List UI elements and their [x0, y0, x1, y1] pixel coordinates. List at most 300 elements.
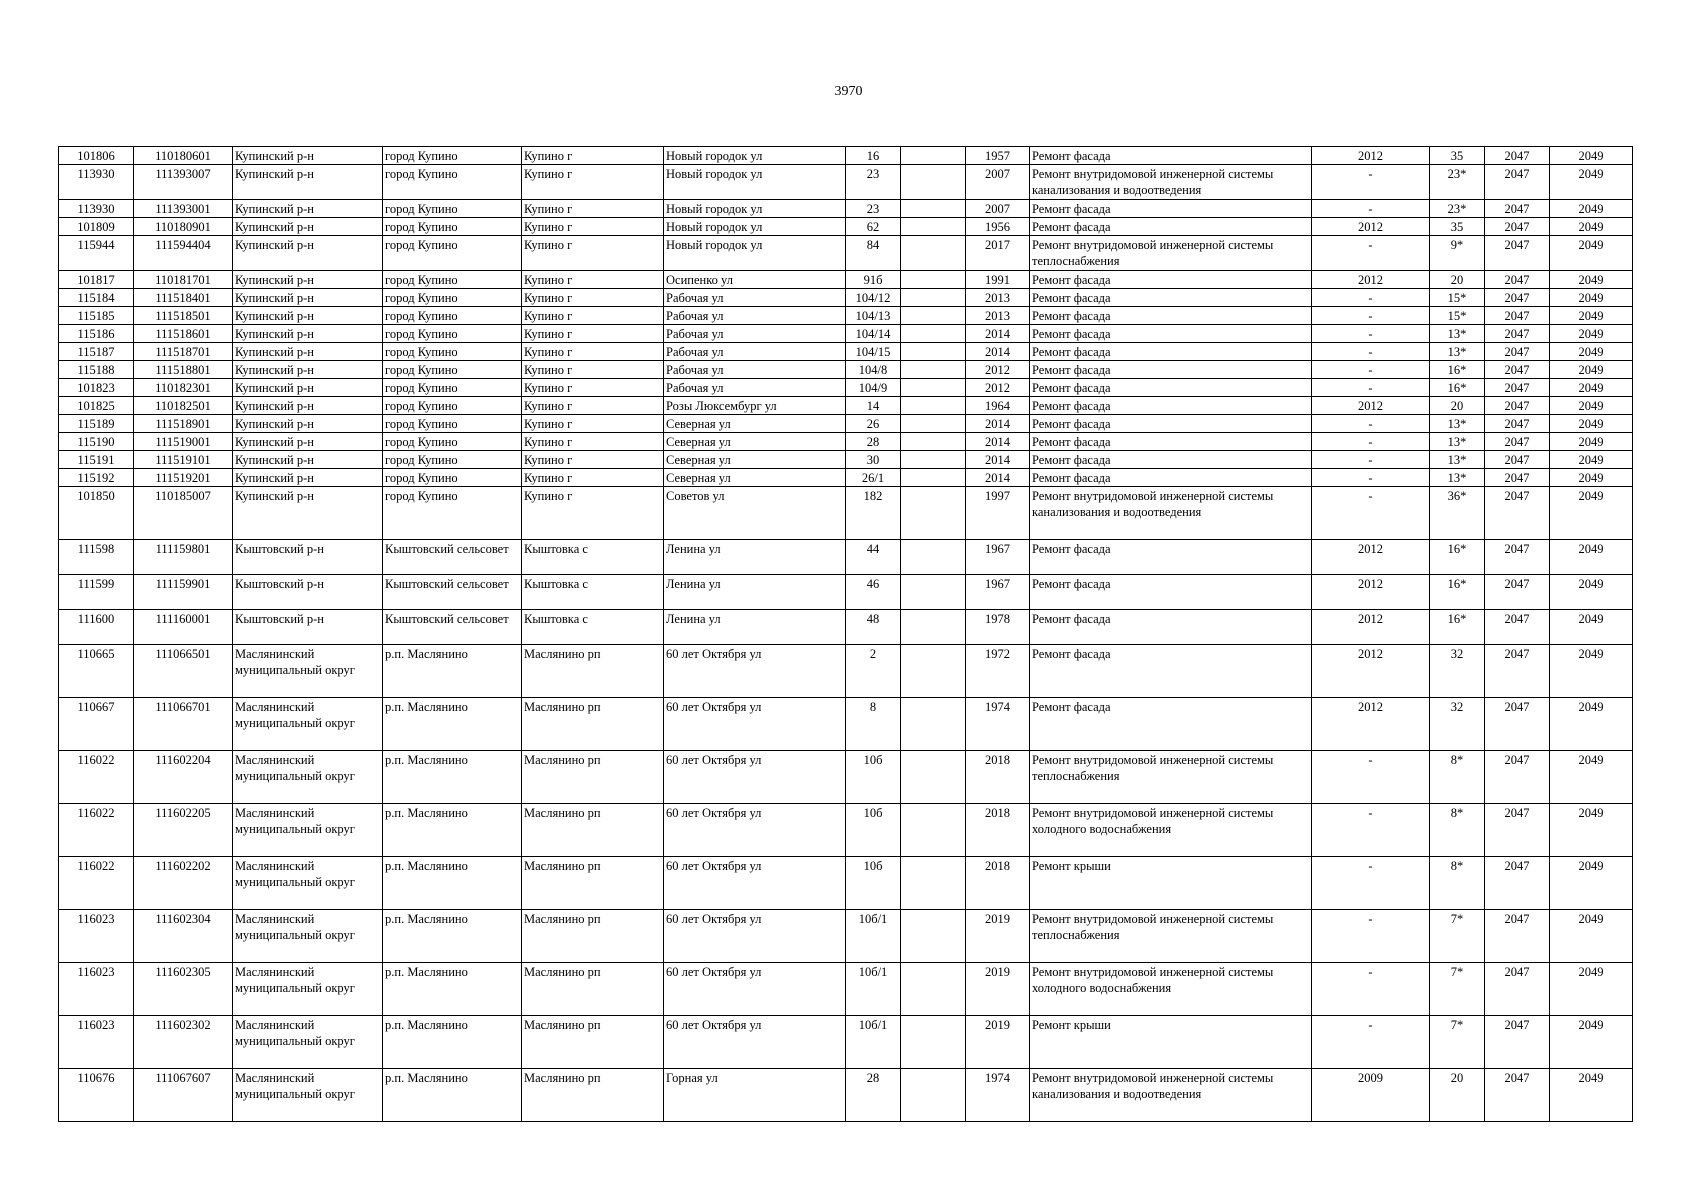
work-code-cell: 111602205 — [134, 804, 233, 857]
previous-repair-year-cell: 2012 — [1312, 397, 1430, 415]
work-code-cell: 110182501 — [134, 397, 233, 415]
table-row — [59, 325, 1633, 343]
object-id-cell: 111600 — [59, 610, 134, 645]
end-year-cell: 2049 — [1550, 343, 1633, 361]
municipality-cell: р.п. Маслянино — [383, 1069, 522, 1122]
house-number-cell: 28 — [846, 433, 901, 451]
municipality-cell: город Купино — [383, 271, 522, 289]
object-id-cell: 115187 — [59, 343, 134, 361]
object-id-cell: 101823 — [59, 379, 134, 397]
object-id-cell: 116023 — [59, 963, 134, 1016]
empty-cell — [901, 540, 966, 575]
house-number-cell: 8 — [846, 698, 901, 751]
start-year-cell: 2047 — [1485, 307, 1550, 325]
start-year-cell: 2047 — [1485, 1069, 1550, 1122]
district-cell: Маслянинский муниципальный округ — [233, 1016, 383, 1069]
end-year-cell: 2049 — [1550, 433, 1633, 451]
value-cell: 13* — [1430, 325, 1485, 343]
empty-cell — [901, 1069, 966, 1122]
end-year-cell: 2049 — [1550, 397, 1633, 415]
construction-year-cell: 2019 — [966, 963, 1030, 1016]
work-type-cell: Ремонт фасада — [1030, 147, 1312, 165]
district-cell: Маслянинский муниципальный округ — [233, 751, 383, 804]
house-number-cell: 10б — [846, 804, 901, 857]
previous-repair-year-cell: 2012 — [1312, 147, 1430, 165]
settlement-cell: Купино г — [522, 218, 664, 236]
table-row — [59, 857, 1633, 910]
street-cell: 60 лет Октября ул — [664, 1016, 846, 1069]
construction-year-cell: 2014 — [966, 433, 1030, 451]
start-year-cell: 2047 — [1485, 397, 1550, 415]
settlement-cell: Купино г — [522, 147, 664, 165]
start-year-cell: 2047 — [1485, 575, 1550, 610]
construction-year-cell: 1967 — [966, 575, 1030, 610]
construction-year-cell: 1957 — [966, 147, 1030, 165]
previous-repair-year-cell: 2012 — [1312, 610, 1430, 645]
table-row — [59, 361, 1633, 379]
work-code-cell: 111519201 — [134, 469, 233, 487]
house-number-cell: 182 — [846, 487, 901, 540]
table-row — [59, 804, 1633, 857]
settlement-cell: Купино г — [522, 469, 664, 487]
municipality-cell: Кыштовский сельсовет — [383, 540, 522, 575]
value-cell: 8* — [1430, 857, 1485, 910]
start-year-cell: 2047 — [1485, 487, 1550, 540]
empty-cell — [901, 433, 966, 451]
end-year-cell: 2049 — [1550, 218, 1633, 236]
table-row — [59, 698, 1633, 751]
construction-year-cell: 2014 — [966, 415, 1030, 433]
start-year-cell: 2047 — [1485, 469, 1550, 487]
previous-repair-year-cell: 2012 — [1312, 271, 1430, 289]
object-id-cell: 101825 — [59, 397, 134, 415]
district-cell: Маслянинский муниципальный округ — [233, 857, 383, 910]
end-year-cell: 2049 — [1550, 804, 1633, 857]
street-cell: Советов ул — [664, 487, 846, 540]
district-cell: Купинский р-н — [233, 289, 383, 307]
object-id-cell: 116023 — [59, 910, 134, 963]
work-type-cell: Ремонт фасада — [1030, 200, 1312, 218]
table-row — [59, 343, 1633, 361]
value-cell: 13* — [1430, 343, 1485, 361]
settlement-cell: Маслянино рп — [522, 1069, 664, 1122]
street-cell: 60 лет Октября ул — [664, 698, 846, 751]
end-year-cell: 2049 — [1550, 361, 1633, 379]
value-cell: 32 — [1430, 698, 1485, 751]
start-year-cell: 2047 — [1485, 236, 1550, 271]
value-cell: 13* — [1430, 433, 1485, 451]
value-cell: 23* — [1430, 165, 1485, 200]
empty-cell — [901, 289, 966, 307]
district-cell: Купинский р-н — [233, 379, 383, 397]
house-number-cell: 26/1 — [846, 469, 901, 487]
work-type-cell: Ремонт фасада — [1030, 433, 1312, 451]
work-code-cell: 110181701 — [134, 271, 233, 289]
table-row — [59, 165, 1633, 200]
object-id-cell: 115186 — [59, 325, 134, 343]
municipality-cell: город Купино — [383, 218, 522, 236]
previous-repair-year-cell: 2012 — [1312, 575, 1430, 610]
construction-year-cell: 2012 — [966, 379, 1030, 397]
work-type-cell: Ремонт крыши — [1030, 857, 1312, 910]
end-year-cell: 2049 — [1550, 325, 1633, 343]
work-type-cell: Ремонт внутридомовой инженерной системы канализования и водоотведения — [1030, 487, 1312, 540]
work-code-cell: 110180601 — [134, 147, 233, 165]
object-id-cell: 110676 — [59, 1069, 134, 1122]
municipality-cell: город Купино — [383, 200, 522, 218]
end-year-cell: 2049 — [1550, 540, 1633, 575]
previous-repair-year-cell: - — [1312, 200, 1430, 218]
object-id-cell: 116022 — [59, 857, 134, 910]
table-row — [59, 1016, 1633, 1069]
house-number-cell: 10б/1 — [846, 1016, 901, 1069]
value-cell: 7* — [1430, 963, 1485, 1016]
settlement-cell: Купино г — [522, 165, 664, 200]
table-row — [59, 575, 1633, 610]
settlement-cell: Купино г — [522, 433, 664, 451]
work-code-cell: 111393001 — [134, 200, 233, 218]
construction-year-cell: 2018 — [966, 804, 1030, 857]
street-cell: 60 лет Октября ул — [664, 804, 846, 857]
construction-year-cell: 1974 — [966, 698, 1030, 751]
empty-cell — [901, 469, 966, 487]
work-type-cell: Ремонт фасада — [1030, 469, 1312, 487]
settlement-cell: Купино г — [522, 415, 664, 433]
street-cell: Северная ул — [664, 433, 846, 451]
district-cell: Купинский р-н — [233, 271, 383, 289]
work-type-cell: Ремонт фасада — [1030, 698, 1312, 751]
work-code-cell: 111602305 — [134, 963, 233, 1016]
construction-year-cell: 2017 — [966, 236, 1030, 271]
value-cell: 13* — [1430, 469, 1485, 487]
object-id-cell: 111599 — [59, 575, 134, 610]
settlement-cell: Купино г — [522, 487, 664, 540]
work-type-cell: Ремонт фасада — [1030, 307, 1312, 325]
empty-cell — [901, 1016, 966, 1069]
value-cell: 20 — [1430, 271, 1485, 289]
work-code-cell: 111602204 — [134, 751, 233, 804]
value-cell: 35 — [1430, 218, 1485, 236]
start-year-cell: 2047 — [1485, 610, 1550, 645]
object-id-cell: 111598 — [59, 540, 134, 575]
settlement-cell: Маслянино рп — [522, 910, 664, 963]
empty-cell — [901, 575, 966, 610]
table-body — [59, 147, 1633, 1122]
end-year-cell: 2049 — [1550, 751, 1633, 804]
work-type-cell: Ремонт фасада — [1030, 645, 1312, 698]
table-row — [59, 218, 1633, 236]
construction-year-cell: 2012 — [966, 361, 1030, 379]
start-year-cell: 2047 — [1485, 910, 1550, 963]
end-year-cell: 2049 — [1550, 271, 1633, 289]
start-year-cell: 2047 — [1485, 379, 1550, 397]
settlement-cell: Купино г — [522, 289, 664, 307]
construction-year-cell: 2007 — [966, 200, 1030, 218]
construction-year-cell: 1967 — [966, 540, 1030, 575]
work-type-cell: Ремонт фасада — [1030, 343, 1312, 361]
object-id-cell: 115190 — [59, 433, 134, 451]
district-cell: Маслянинский муниципальный округ — [233, 804, 383, 857]
district-cell: Маслянинский муниципальный округ — [233, 963, 383, 1016]
previous-repair-year-cell: 2012 — [1312, 218, 1430, 236]
district-cell: Купинский р-н — [233, 325, 383, 343]
street-cell: 60 лет Октября ул — [664, 910, 846, 963]
house-number-cell: 16 — [846, 147, 901, 165]
end-year-cell: 2049 — [1550, 1069, 1633, 1122]
table-row — [59, 469, 1633, 487]
street-cell: Северная ул — [664, 451, 846, 469]
value-cell: 16* — [1430, 540, 1485, 575]
table-row — [59, 307, 1633, 325]
previous-repair-year-cell: - — [1312, 307, 1430, 325]
municipality-cell: Кыштовский сельсовет — [383, 610, 522, 645]
construction-year-cell: 1964 — [966, 397, 1030, 415]
object-id-cell: 115944 — [59, 236, 134, 271]
municipality-cell: город Купино — [383, 379, 522, 397]
street-cell: Рабочая ул — [664, 379, 846, 397]
table-row — [59, 487, 1633, 540]
work-code-cell: 111518801 — [134, 361, 233, 379]
repair-schedule-table — [58, 146, 1633, 1122]
work-code-cell: 111594404 — [134, 236, 233, 271]
work-type-cell: Ремонт фасада — [1030, 610, 1312, 645]
start-year-cell: 2047 — [1485, 963, 1550, 1016]
work-type-cell: Ремонт внутридомовой инженерной системы теплоснабжения — [1030, 751, 1312, 804]
value-cell: 23* — [1430, 200, 1485, 218]
municipality-cell: город Купино — [383, 343, 522, 361]
settlement-cell: Купино г — [522, 343, 664, 361]
construction-year-cell: 2019 — [966, 910, 1030, 963]
municipality-cell: город Купино — [383, 433, 522, 451]
house-number-cell: 23 — [846, 165, 901, 200]
municipality-cell: город Купино — [383, 361, 522, 379]
settlement-cell: Купино г — [522, 325, 664, 343]
object-id-cell: 101817 — [59, 271, 134, 289]
street-cell: 60 лет Октября ул — [664, 645, 846, 698]
house-number-cell: 28 — [846, 1069, 901, 1122]
house-number-cell: 14 — [846, 397, 901, 415]
page-number: 3970 — [834, 84, 863, 99]
work-code-cell: 110185007 — [134, 487, 233, 540]
empty-cell — [901, 200, 966, 218]
empty-cell — [901, 236, 966, 271]
work-type-cell: Ремонт внутридомовой инженерной системы канализования и водоотведения — [1030, 165, 1312, 200]
house-number-cell: 44 — [846, 540, 901, 575]
previous-repair-year-cell: - — [1312, 857, 1430, 910]
work-type-cell: Ремонт внутридомовой инженерной системы холодного водоснабжения — [1030, 963, 1312, 1016]
previous-repair-year-cell: - — [1312, 469, 1430, 487]
construction-year-cell: 2007 — [966, 165, 1030, 200]
work-type-cell: Ремонт фасада — [1030, 271, 1312, 289]
work-code-cell: 111067607 — [134, 1069, 233, 1122]
previous-repair-year-cell: - — [1312, 910, 1430, 963]
work-code-cell: 111518901 — [134, 415, 233, 433]
start-year-cell: 2047 — [1485, 751, 1550, 804]
empty-cell — [901, 307, 966, 325]
work-code-cell: 110182301 — [134, 379, 233, 397]
end-year-cell: 2049 — [1550, 575, 1633, 610]
empty-cell — [901, 361, 966, 379]
empty-cell — [901, 397, 966, 415]
street-cell: Рабочая ул — [664, 343, 846, 361]
work-type-cell: Ремонт фасада — [1030, 415, 1312, 433]
district-cell: Купинский р-н — [233, 218, 383, 236]
house-number-cell: 48 — [846, 610, 901, 645]
work-type-cell: Ремонт фасада — [1030, 361, 1312, 379]
empty-cell — [901, 415, 966, 433]
municipality-cell: город Купино — [383, 147, 522, 165]
empty-cell — [901, 963, 966, 1016]
start-year-cell: 2047 — [1485, 200, 1550, 218]
house-number-cell: 2 — [846, 645, 901, 698]
empty-cell — [901, 487, 966, 540]
construction-year-cell: 2014 — [966, 343, 1030, 361]
settlement-cell: Маслянино рп — [522, 804, 664, 857]
work-code-cell: 111159801 — [134, 540, 233, 575]
construction-year-cell: 1956 — [966, 218, 1030, 236]
construction-year-cell: 1978 — [966, 610, 1030, 645]
district-cell: Маслянинский муниципальный округ — [233, 698, 383, 751]
object-id-cell: 110665 — [59, 645, 134, 698]
value-cell: 20 — [1430, 1069, 1485, 1122]
table-row — [59, 540, 1633, 575]
work-type-cell: Ремонт внутридомовой инженерной системы канализования и водоотведения — [1030, 1069, 1312, 1122]
end-year-cell: 2049 — [1550, 451, 1633, 469]
previous-repair-year-cell: 2012 — [1312, 645, 1430, 698]
district-cell: Купинский р-н — [233, 343, 383, 361]
empty-cell — [901, 218, 966, 236]
end-year-cell: 2049 — [1550, 165, 1633, 200]
empty-cell — [901, 379, 966, 397]
district-cell: Купинский р-н — [233, 433, 383, 451]
house-number-cell: 46 — [846, 575, 901, 610]
municipality-cell: р.п. Маслянино — [383, 1016, 522, 1069]
work-type-cell: Ремонт крыши — [1030, 1016, 1312, 1069]
work-type-cell: Ремонт фасада — [1030, 218, 1312, 236]
value-cell: 15* — [1430, 289, 1485, 307]
object-id-cell: 116022 — [59, 751, 134, 804]
street-cell: Новый городок ул — [664, 218, 846, 236]
object-id-cell: 115191 — [59, 451, 134, 469]
empty-cell — [901, 271, 966, 289]
start-year-cell: 2047 — [1485, 451, 1550, 469]
table-row — [59, 415, 1633, 433]
settlement-cell: Купино г — [522, 200, 664, 218]
municipality-cell: город Купино — [383, 451, 522, 469]
construction-year-cell: 2014 — [966, 325, 1030, 343]
work-code-cell: 111518501 — [134, 307, 233, 325]
house-number-cell: 10б — [846, 751, 901, 804]
construction-year-cell: 1972 — [966, 645, 1030, 698]
table-row — [59, 751, 1633, 804]
district-cell: Купинский р-н — [233, 469, 383, 487]
street-cell: 60 лет Октября ул — [664, 857, 846, 910]
district-cell: Купинский р-н — [233, 487, 383, 540]
work-code-cell: 111518701 — [134, 343, 233, 361]
value-cell: 36* — [1430, 487, 1485, 540]
work-code-cell: 111393007 — [134, 165, 233, 200]
start-year-cell: 2047 — [1485, 857, 1550, 910]
table-row — [59, 147, 1633, 165]
work-type-cell: Ремонт фасада — [1030, 325, 1312, 343]
previous-repair-year-cell: - — [1312, 361, 1430, 379]
work-code-cell: 111602302 — [134, 1016, 233, 1069]
work-code-cell: 111518601 — [134, 325, 233, 343]
empty-cell — [901, 910, 966, 963]
settlement-cell: Маслянино рп — [522, 698, 664, 751]
settlement-cell: Маслянино рп — [522, 645, 664, 698]
end-year-cell: 2049 — [1550, 645, 1633, 698]
previous-repair-year-cell: - — [1312, 289, 1430, 307]
start-year-cell: 2047 — [1485, 271, 1550, 289]
settlement-cell: Кыштовка с — [522, 540, 664, 575]
street-cell: Новый городок ул — [664, 236, 846, 271]
empty-cell — [901, 147, 966, 165]
start-year-cell: 2047 — [1485, 361, 1550, 379]
object-id-cell: 113930 — [59, 165, 134, 200]
empty-cell — [901, 610, 966, 645]
empty-cell — [901, 325, 966, 343]
settlement-cell: Маслянино рп — [522, 751, 664, 804]
value-cell: 16* — [1430, 361, 1485, 379]
empty-cell — [901, 698, 966, 751]
table-row — [59, 910, 1633, 963]
work-code-cell: 111518401 — [134, 289, 233, 307]
municipality-cell: город Купино — [383, 165, 522, 200]
previous-repair-year-cell: 2012 — [1312, 698, 1430, 751]
table-row — [59, 610, 1633, 645]
construction-year-cell: 1974 — [966, 1069, 1030, 1122]
work-code-cell: 111519101 — [134, 451, 233, 469]
municipality-cell: р.п. Маслянино — [383, 910, 522, 963]
street-cell: Ленина ул — [664, 610, 846, 645]
street-cell: 60 лет Октября ул — [664, 963, 846, 1016]
previous-repair-year-cell: - — [1312, 804, 1430, 857]
start-year-cell: 2047 — [1485, 289, 1550, 307]
previous-repair-year-cell: - — [1312, 963, 1430, 1016]
end-year-cell: 2049 — [1550, 236, 1633, 271]
house-number-cell: 104/12 — [846, 289, 901, 307]
object-id-cell: 115185 — [59, 307, 134, 325]
end-year-cell: 2049 — [1550, 147, 1633, 165]
previous-repair-year-cell: - — [1312, 343, 1430, 361]
municipality-cell: город Купино — [383, 307, 522, 325]
house-number-cell: 26 — [846, 415, 901, 433]
district-cell: Купинский р-н — [233, 451, 383, 469]
district-cell: Купинский р-н — [233, 200, 383, 218]
street-cell: Новый городок ул — [664, 165, 846, 200]
value-cell: 7* — [1430, 1016, 1485, 1069]
street-cell: Рабочая ул — [664, 361, 846, 379]
start-year-cell: 2047 — [1485, 415, 1550, 433]
house-number-cell: 10б/1 — [846, 963, 901, 1016]
municipality-cell: город Купино — [383, 487, 522, 540]
end-year-cell: 2049 — [1550, 415, 1633, 433]
district-cell: Кыштовский р-н — [233, 540, 383, 575]
previous-repair-year-cell: - — [1312, 165, 1430, 200]
work-type-cell: Ремонт фасада — [1030, 540, 1312, 575]
municipality-cell: город Купино — [383, 236, 522, 271]
district-cell: Кыштовский р-н — [233, 575, 383, 610]
municipality-cell: город Купино — [383, 469, 522, 487]
work-type-cell: Ремонт внутридомовой инженерной системы холодного водоснабжения — [1030, 804, 1312, 857]
municipality-cell: р.п. Маслянино — [383, 645, 522, 698]
value-cell: 20 — [1430, 397, 1485, 415]
end-year-cell: 2049 — [1550, 910, 1633, 963]
table-row — [59, 1069, 1633, 1122]
empty-cell — [901, 343, 966, 361]
district-cell: Купинский р-н — [233, 236, 383, 271]
